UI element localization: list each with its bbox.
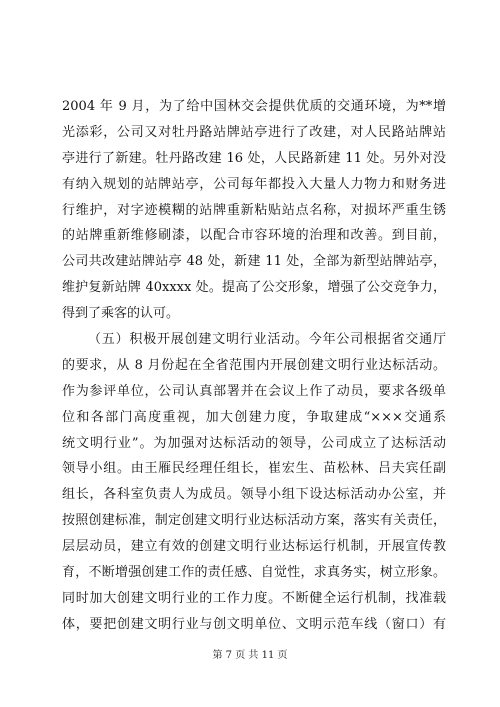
text-line: 公司共改建站牌站亭 48 处，新建 11 处，全部为新型站牌站亭， bbox=[62, 254, 446, 270]
text-line: 光添彩，公司又对牡丹路站牌站亭进行了改建，对人民路站牌站 bbox=[62, 124, 446, 140]
text-line: 统文明行业”。为加强对达标活动的领导，公司成立了达标活动 bbox=[62, 435, 446, 451]
text-line: 层层动员，建立有效的创建文明行业达标运行机制，开展宣传教 bbox=[62, 539, 446, 555]
text-line: 得到了乘客的认可。 bbox=[62, 306, 180, 322]
text-line: 的站牌重新维修刷漆，以配合市容环境的治理和改善。到目前， bbox=[62, 228, 446, 244]
text-line: 位和各部门高度重视，加大创建力度，争取建成“×××交通系 bbox=[62, 409, 446, 425]
text-line: 有纳入规划的站牌站亭，公司每年都投入大量人力物力和财务进 bbox=[62, 176, 446, 192]
text-line: 作为参评单位，公司认真部署并在会议上作了动员，要求各级单 bbox=[62, 383, 446, 399]
page-number-label: 第 7 页 共 11 页 bbox=[212, 650, 288, 661]
text-line: 维护复新站牌 40xxxx 处。提高了公交形象，增强了公交竞争力， bbox=[62, 280, 446, 296]
text-line: 育，不断增强创建工作的责任感、自觉性，求真务实，树立形象。 bbox=[62, 565, 446, 581]
text-line: 按照创建标准，制定创建文明行业达标活动方案，落实有关责任， bbox=[62, 513, 446, 529]
text-line: 体，要把创建文明行业与创文明单位、文明示范车线（窗口）有 bbox=[62, 616, 446, 632]
text-line: 行维护，对字迹模糊的站牌重新粘贴站点名称，对损坏严重生锈 bbox=[62, 202, 446, 218]
page-footer bbox=[0, 649, 500, 663]
text-line: 2004 年 9 月，为了给中国林交会提供优质的交通环境，为**增 bbox=[62, 99, 446, 114]
text-line: 领导小组。由王雁民经理任组长，崔宏生、苗松林、吕夫宾任副 bbox=[62, 461, 446, 477]
text-line: （五）积极开展创建文明行业活动。今年公司根据省交通厅 bbox=[88, 332, 446, 348]
text-line: 的要求，从 8 月份起在全省范围内开展创建文明行业达标活动。 bbox=[62, 357, 446, 373]
text-line: 组长，各科室负责人为成员。领导小组下设达标活动办公室，并 bbox=[62, 487, 446, 503]
body-text bbox=[62, 94, 446, 638]
text-line: 亭进行了新建。牡丹路改建 16 处，人民路新建 11 处。另外对没 bbox=[62, 150, 446, 166]
text-line: 同时加大创建文明行业的工作力度。不断健全运行机制，找准载 bbox=[62, 590, 446, 606]
